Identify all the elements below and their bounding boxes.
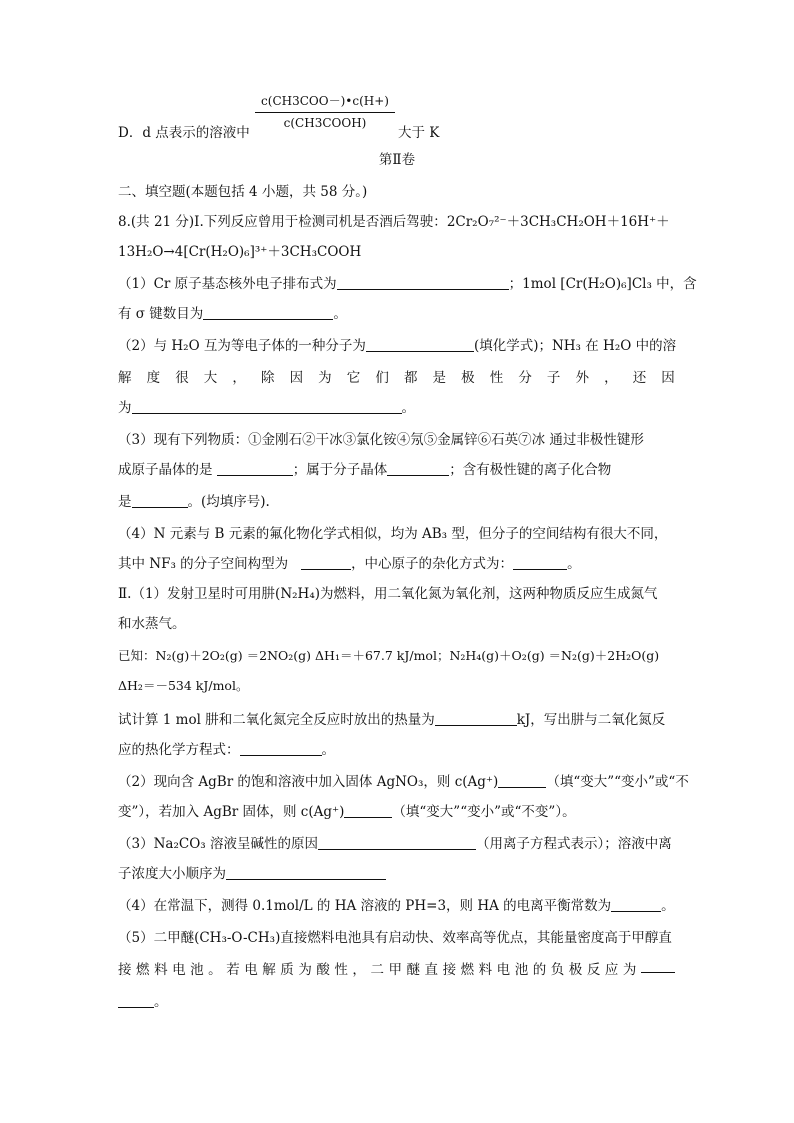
- justified-char: 为: [622, 962, 637, 978]
- justified-char: 接: [118, 962, 132, 978]
- q8-ii-part5-line1: （5）二甲醚(CH₃-O-CH₃)直接燃料电池具有启动快、效率高等优点，其能量密度高于甲醇直: [118, 930, 672, 946]
- justified-char: 料: [478, 962, 493, 978]
- justified-char: 性: [334, 962, 348, 978]
- answer-blank-10[interactable]: [435, 711, 517, 726]
- q8-calc-line1: [118, 708, 665, 728]
- answer-blank-11[interactable]: [240, 741, 322, 756]
- justified-char: 电: [172, 962, 186, 978]
- answer-blank-18[interactable]: [118, 993, 154, 1008]
- q8-ii-part2-text-b1: 变”），若加入 AgBr 固体，则 c(Ag⁺): [118, 804, 345, 820]
- q8-part3-text-b1: 成原子晶体的是: [118, 462, 213, 478]
- justified-char: 分: [518, 370, 532, 386]
- q8-part4-line2: [118, 552, 581, 572]
- justified-char: 。: [208, 962, 222, 978]
- q8-ii-part2-text-b2: （填“变大”“变小”或“不变”）。: [392, 804, 576, 820]
- q8-ii-part4-text-b: 。: [661, 898, 675, 914]
- q8-ii-part5-line3: [118, 990, 168, 1010]
- justified-char: 甲: [388, 962, 402, 978]
- q8-ii-part3-line1: [118, 832, 672, 852]
- justified-char: 应: [604, 962, 619, 978]
- q8-part2-text-b: (填化学式)；NH₃ 在 H₂O 中的溶: [473, 338, 677, 354]
- justified-char: 电: [496, 962, 511, 978]
- part-heading: 二、填空题(本题包括 4 小题，共 58 分。): [118, 184, 368, 200]
- justified-char: 电: [244, 962, 258, 978]
- q8-calc-text-b: kJ，写出肼与二氧化氮反: [516, 712, 666, 728]
- justified-char: 们: [375, 370, 389, 386]
- justified-char: 为: [318, 370, 332, 386]
- q8-part1-line2: 有 σ 键数目为 。: [118, 306, 347, 322]
- q8-ii-part3-line2: [118, 862, 386, 882]
- q8-ii-part2-line2: [118, 800, 576, 820]
- justified-char: 为: [298, 962, 312, 978]
- q8-ii-part3-text-a1: （3）Na₂CO₃ 溶液呈碱性的原因: [118, 836, 318, 852]
- justified-char: 反: [586, 962, 601, 978]
- known-equation-1: 已知：N₂(g)＋2O₂(g) ＝2NO₂(g) ΔH₁＝＋67.7 kJ/mol；N₂H₄(g)＋O₂(g) ＝N₂(g)＋2H₂O(g): [118, 648, 660, 663]
- q8-ii-part2-line1: [118, 770, 689, 790]
- q8-part4-text-b1: 其中 NF₃ 的分子空间构型为: [118, 556, 289, 572]
- answer-blank-2[interactable]: [203, 305, 333, 320]
- q8-part3-line1: （3）现有下列物质：①金刚石②干冰③氯化铵④氖⑤金属锌⑥石英⑦冰 通过非极性键形: [118, 432, 644, 448]
- justified-char: 因: [289, 370, 304, 386]
- justified-char: 料: [154, 962, 168, 978]
- answer-blank-5[interactable]: [217, 461, 293, 476]
- answer-blank-15[interactable]: [226, 865, 386, 880]
- q8-ii-part2-text-a2: （填“变大”“变小”或“不: [546, 774, 689, 790]
- justified-char: 都: [403, 370, 418, 386]
- justified-char: ，: [232, 370, 246, 386]
- justified-char: 醚: [406, 962, 420, 978]
- answer-blank-17[interactable]: [641, 958, 675, 973]
- justified-char: 解: [118, 370, 132, 386]
- justified-char: 解: [262, 962, 276, 978]
- q8-part2-text-a: （2）与 H₂O 互为等电子体的一种分子为: [118, 338, 366, 354]
- justified-char: ，: [604, 370, 618, 386]
- q8-ii-part1-line2: 和水蒸气。: [118, 616, 186, 632]
- q8-part2-text-d: 为: [118, 400, 132, 416]
- q8-part4-text-b3: 。: [567, 556, 581, 572]
- q8-part3-text-b3: ；含有极性键的离子化合物: [449, 462, 612, 478]
- justified-char: 燃: [460, 962, 475, 978]
- justified-char: 度: [146, 370, 161, 386]
- q8-part4-line1: （4）N 元素与 B 元素的氟化物化学式相似，均为 AB₃ 型，但分子的空间结构有很大不同，: [118, 526, 668, 542]
- answer-blank-7[interactable]: [132, 493, 188, 508]
- justified-char: 二: [370, 962, 384, 978]
- section-title: 第Ⅱ卷: [378, 152, 416, 168]
- justified-char: 质: [280, 962, 294, 978]
- justified-char: 接: [442, 962, 457, 978]
- q8-part4-text-b2: ，中心原子的杂化方式为：: [351, 556, 514, 572]
- q8-intro: 8.(共 21 分)Ⅰ.下列反应曾用于检测司机是否酒后驾驶：: [118, 214, 447, 230]
- q8-equation-1: 2Cr₂O₇²⁻＋3CH₃CH₂OH＋16H⁺＋: [446, 214, 670, 230]
- justified-char: 若: [226, 962, 240, 978]
- fraction-denominator: c(CH3COOH): [283, 116, 367, 130]
- option-d-suffix: 大于 K: [398, 125, 440, 141]
- option-d-prefix: D．d 点表示的溶液中: [118, 125, 250, 141]
- answer-blank-8[interactable]: [301, 555, 351, 570]
- answer-blank-16[interactable]: [611, 897, 661, 912]
- justified-char: 极: [461, 370, 475, 386]
- q8-part3-line3: [118, 490, 270, 510]
- q8-part3-text-b2: ；属于分子晶体: [292, 462, 388, 478]
- q8-part3-text-c1: 是: [118, 494, 132, 510]
- q8-ii-part4-line: [118, 894, 675, 914]
- q8-part3-line2: [118, 458, 611, 478]
- justified-char: 还: [632, 370, 647, 386]
- answer-blank-14[interactable]: [318, 835, 476, 850]
- justified-char: 除: [260, 370, 275, 386]
- answer-blank-1[interactable]: [337, 275, 509, 290]
- justified-char: 性: [489, 370, 504, 386]
- justified-char: 外: [575, 370, 589, 386]
- q8-calc-line2: [118, 738, 335, 758]
- fraction-numerator: c(CH3COO－)•c(H+): [261, 94, 389, 108]
- answer-blank-9[interactable]: [513, 555, 567, 570]
- q8-ii-part5-text-c: 。: [154, 994, 168, 1010]
- justified-char: ，: [352, 962, 366, 978]
- q8-part1-text-b: ；1mol [Cr(H₂O)₆]Cl₃ 中，含: [508, 276, 697, 292]
- justified-char: 燃: [136, 962, 150, 978]
- fraction-bar: [255, 112, 395, 113]
- q8-calc-text-a: 试计算 1 mol 肼和二氧化氮完全反应时放出的热量为: [118, 712, 435, 728]
- justified-char: 酸: [316, 962, 330, 978]
- justified-char: 极: [568, 962, 583, 978]
- justified-char: 负: [550, 962, 565, 978]
- q8-part1-line1: [118, 272, 697, 292]
- justified-char: 直: [424, 962, 439, 978]
- justified-char: 池: [514, 962, 529, 978]
- answer-blank-4[interactable]: [132, 399, 402, 414]
- q8-part2-line1: [118, 334, 676, 354]
- q8-ii-part1-line1: Ⅱ.（1）发射卫星时可用肼(N₂H₄)为燃料，用二氧化氮为氧化剂，这两种物质反应生成氮气: [118, 586, 658, 602]
- q8-part1-text-c: 有 σ 键数目为: [118, 306, 204, 322]
- justified-char: 池: [190, 962, 204, 978]
- justified-char: 很: [175, 370, 189, 386]
- q8-ii-part4-text-a: （4）在常温下，测得 0.1mol/L 的 HA 溶液的 PH=3，则 HA 的电离平衡常数为: [118, 898, 612, 914]
- q8-part2-line2: [118, 366, 675, 386]
- q8-equation-2: 13H₂O→4[Cr(H₂O)₆]³⁺＋3CH₃COOH: [118, 244, 362, 260]
- answer-blank-3[interactable]: [366, 337, 474, 352]
- known-equation-2: ΔH₂＝－534 kJ/mol。: [118, 678, 249, 693]
- q8-ii-part2-text-a1: （2）现向含 AgBr 的饱和溶液中加入固体 AgNO₃，则 c(Ag⁺): [118, 774, 499, 790]
- q8-part3-text-c2: 。(均填序号).: [187, 494, 270, 510]
- justified-char: 大: [203, 370, 218, 386]
- q8-ii-part3-text-a2: （用离子方程式表示）；溶液中离: [475, 836, 672, 852]
- q8-ii-part3-text-b: 子浓度大小顺序为: [118, 866, 226, 882]
- justified-char: 因: [661, 370, 675, 386]
- q8-calc-text-c: 应的热化学方程式：: [118, 742, 240, 758]
- q8-part1-text-a: （1）Cr 原子基态核外电子排布式为: [118, 276, 337, 292]
- q8-ii-part5-line2: [118, 958, 675, 978]
- justified-char: 的: [532, 962, 547, 978]
- justified-char: 是: [432, 370, 447, 386]
- answer-blank-13[interactable]: [344, 803, 392, 818]
- justified-char: 子: [546, 370, 561, 386]
- q8-part2-line3: 为 。: [118, 400, 415, 416]
- q8-calc-text-d: 。: [321, 742, 335, 758]
- answer-blank-6[interactable]: [387, 461, 449, 476]
- q8-intro-line: [118, 210, 670, 230]
- justified-char: 它: [346, 370, 361, 386]
- fraction-expression: [255, 92, 395, 130]
- answer-blank-12[interactable]: [498, 773, 546, 788]
